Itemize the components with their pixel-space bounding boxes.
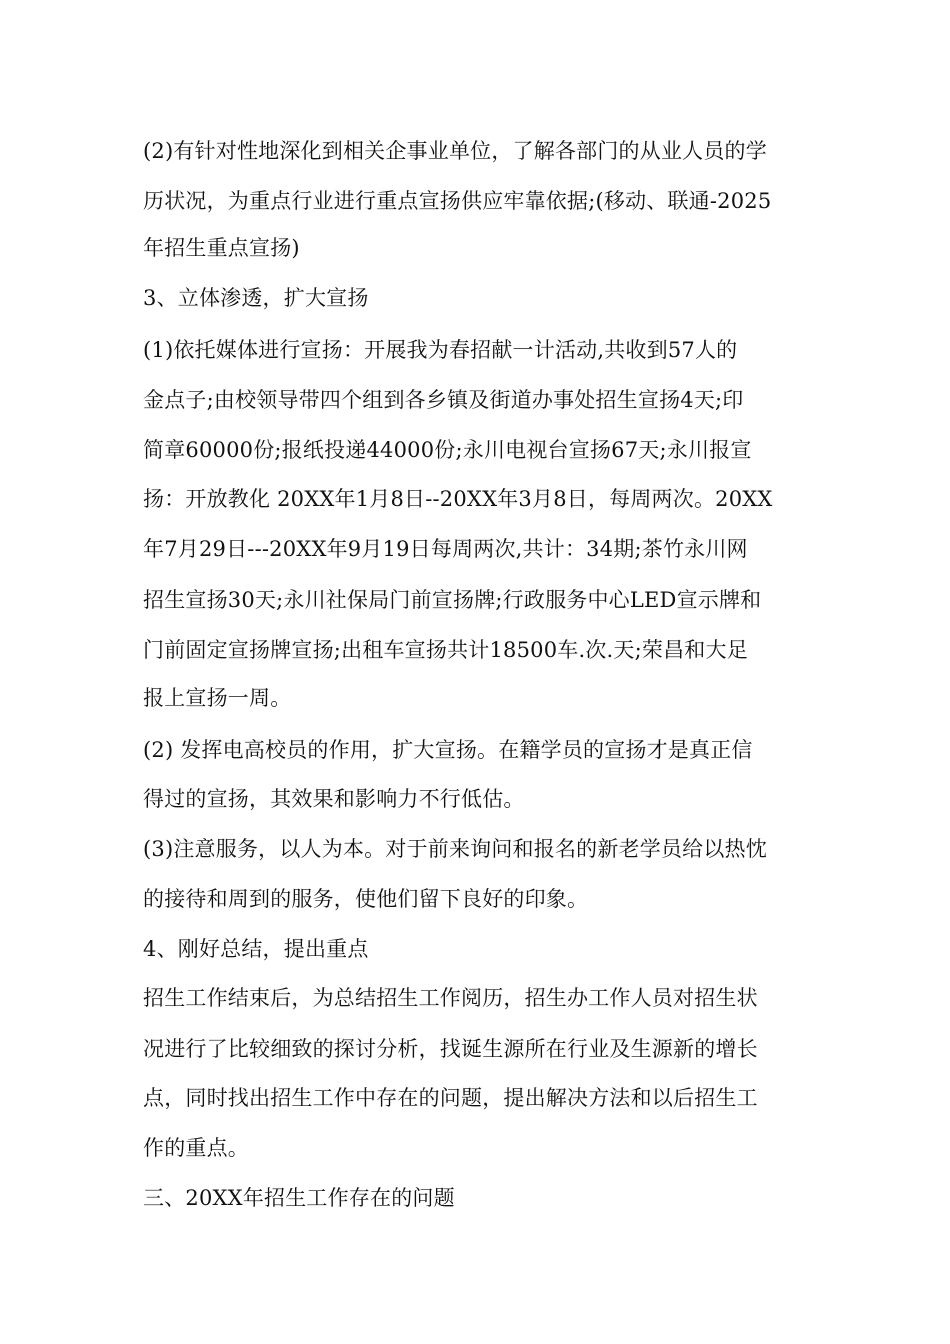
text-line-6: 金点子;由校领导带四个组到各乡镇及街道办事处招生宣扬4天;印 [143, 388, 744, 412]
text-line-14: 得过的宣扬，其效果和影响力不行低估。 [143, 787, 525, 811]
text-line-18: 招生工作结束后，为总结招生工作阅历，招生办工作人员对招生状 [143, 986, 758, 1010]
text-line-5: (1)依托媒体进行宣扬：开展我为春招献一计活动,共收到57人的 [143, 338, 738, 362]
text-line-10: 招生宣扬30天;永川社保局门前宣扬牌;行政服务中心LED宣示牌和 [143, 588, 762, 612]
section-heading-4: 4、刚好总结，提出重点 [143, 937, 369, 961]
text-line-15: (3)注意服务，以人为本。对于前来询问和报名的新老学员给以热忱 [143, 837, 767, 861]
section-heading-3: 3、立体渗透，扩大宣扬 [143, 286, 369, 310]
text-line-2: 历状况，为重点行业进行重点宣扬供应牢靠依据;(移动、联通-2025 [143, 189, 772, 213]
text-line-20: 点，同时找出招生工作中存在的问题，提出解决方法和以后招生工 [143, 1086, 758, 1110]
text-line-3: 年招生重点宣扬) [143, 236, 300, 260]
text-line-11: 门前固定宣扬牌宣扬;出租车宣扬共计18500车.次.天;荣昌和大足 [143, 638, 748, 662]
text-line-13: (2) 发挥电高校员的作用，扩大宣扬。在籍学员的宣扬才是真正信 [143, 738, 753, 762]
text-line-8: 扬：开放教化 20XX年1月8日--20XX年3月8日，每周两次。20XX [143, 487, 773, 511]
text-line-7: 简章60000份;报纸投递44000份;永川电视台宣扬67天;永川报宣 [143, 438, 752, 462]
text-line-19: 况进行了比较细致的探讨分析，找诞生源所在行业及生源新的增长 [143, 1037, 758, 1061]
section-heading-san: 三、20XX年招生工作存在的问题 [143, 1186, 455, 1210]
text-line-21: 作的重点。 [143, 1136, 249, 1160]
text-line-16: 的接待和周到的服务，使他们留下良好的印象。 [143, 887, 589, 911]
text-line-9: 年7月29日---20XX年9月19日每周两次,共计：34期;茶竹永川网 [143, 537, 748, 561]
text-line-12: 报上宣扬一周。 [143, 686, 292, 710]
text-line-1: (2)有针对性地深化到相关企事业单位，了解各部门的从业人员的学 [143, 139, 767, 163]
